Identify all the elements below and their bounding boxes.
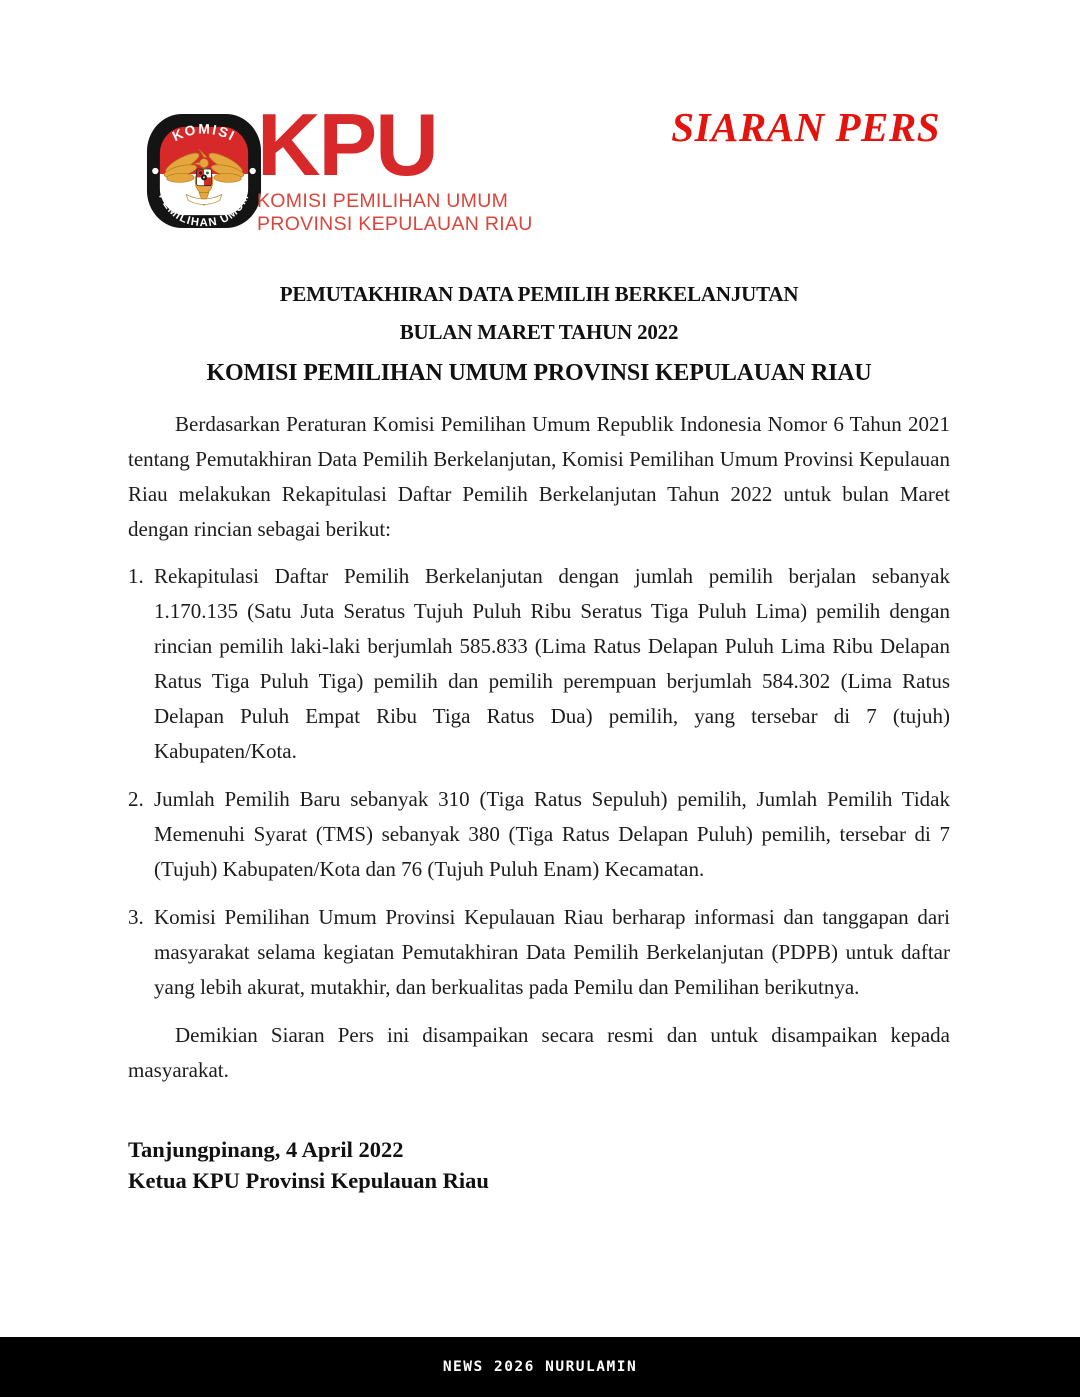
intro-paragraph: Berdasarkan Peraturan Komisi Pemilihan Umum Republik Indonesia Nomor 6 Tahun 2021 tentang Pemutakhiran Data Pemilih Berkelanjutan, Komisi Pemilihan Umum Provinsi Kepulauan Riau melakukan Rekapitulasi Daftar Pemilih Berkelanjutan Tahun 2022 untuk bulan Maret dengan rincian sebagai berikut: xyxy=(128,412,950,541)
list-item-text: Komisi Pemilihan Umum Provinsi Kepulauan Riau berharap informasi dan tanggapan dari masyarakat selama kegiatan Pemutakhiran Data Pemilih Berkelanjutan (PDPB) untuk daftar yang lebih akurat, mutakhir, dan berkualitas pada Pemilu dan Pemilihan berikutnya. xyxy=(154,905,950,999)
document-body xyxy=(128,282,950,1196)
list-item-number: 2. xyxy=(128,787,144,811)
closing-paragraph: Demikian Siaran Pers ini disampaikan secara resmi dan untuk disampaikan kepada masyarakat. xyxy=(128,1023,950,1082)
numbered-list xyxy=(128,559,950,1005)
press-release-label: SIARAN PERS xyxy=(671,104,940,150)
org-name-lines xyxy=(257,190,533,236)
footer-bar xyxy=(0,1337,1080,1397)
brand-block xyxy=(257,95,533,236)
badge-bottom-text: PEMILIHAN UMUM xyxy=(156,191,252,230)
list-item-text: Jumlah Pemilih Baru sebanyak 310 (Tiga Ratus Sepuluh) pemilih, Jumlah Pemilih Tidak Memenuhi Syarat (TMS) sebanyak 380 (Tiga Ratus Delapan Puluh) pemilih, tersebar di 7 (Tujuh) Kabupaten/Kota dan 76 (Tujuh Puluh Enam) Kecamatan. xyxy=(154,787,950,881)
doc-title-line3: KOMISI PEMILIHAN UMUM PROVINSI KEPULAUAN RIAU xyxy=(206,360,872,386)
list-item xyxy=(128,559,950,769)
badge-top-text: KOMISI xyxy=(170,121,239,145)
signature-title: Ketua KPU Provinsi Kepulauan Riau xyxy=(128,1168,489,1193)
signature-block xyxy=(128,1134,950,1196)
doc-title-line1: PEMUTAKHIRAN DATA PEMILIH BERKELANJUTAN xyxy=(279,282,799,306)
doc-title-line2: BULAN MARET TAHUN 2022 xyxy=(399,320,679,344)
list-item-number: 1. xyxy=(128,564,144,588)
list-item xyxy=(128,782,950,887)
footer-watermark: NEWS 2026 NURULAMIN xyxy=(442,1359,638,1375)
list-item-number: 3. xyxy=(128,905,144,929)
signature-place-date: Tanjungpinang, 4 April 2022 xyxy=(128,1137,404,1162)
pancasila-shield-icon xyxy=(197,169,212,186)
list-item-text: Rekapitulasi Daftar Pemilih Berkelanjutan dengan jumlah pemilih berjalan sebanyak 1.170.135 (Satu Juta Seratus Tujuh Puluh Ribu Seratus Tiga Puluh Lima) pemilih dengan rincian pemilih laki-laki berjumlah 585.833 (Lima Ratus Delapan Puluh Lima Ribu Delapan Ratus Tiga Puluh Tiga) pemilih dan pemilih perempuan berjumlah 584.302 (Lima Ratus Delapan Puluh Empat Ribu Tiga Ratus Dua) pemilih, yang tersebar di 7 (tujuh) Kabupaten/Kota. xyxy=(154,564,950,763)
list-item xyxy=(128,900,950,1005)
org-name-line2: PROVINSI KEPULAUAN RIAU xyxy=(257,213,533,235)
kpu-badge-logo xyxy=(145,112,263,230)
org-name-line1: KOMISI PEMILIHAN UMUM xyxy=(257,190,509,212)
brand-kpu-wordmark: KPU xyxy=(257,95,437,194)
